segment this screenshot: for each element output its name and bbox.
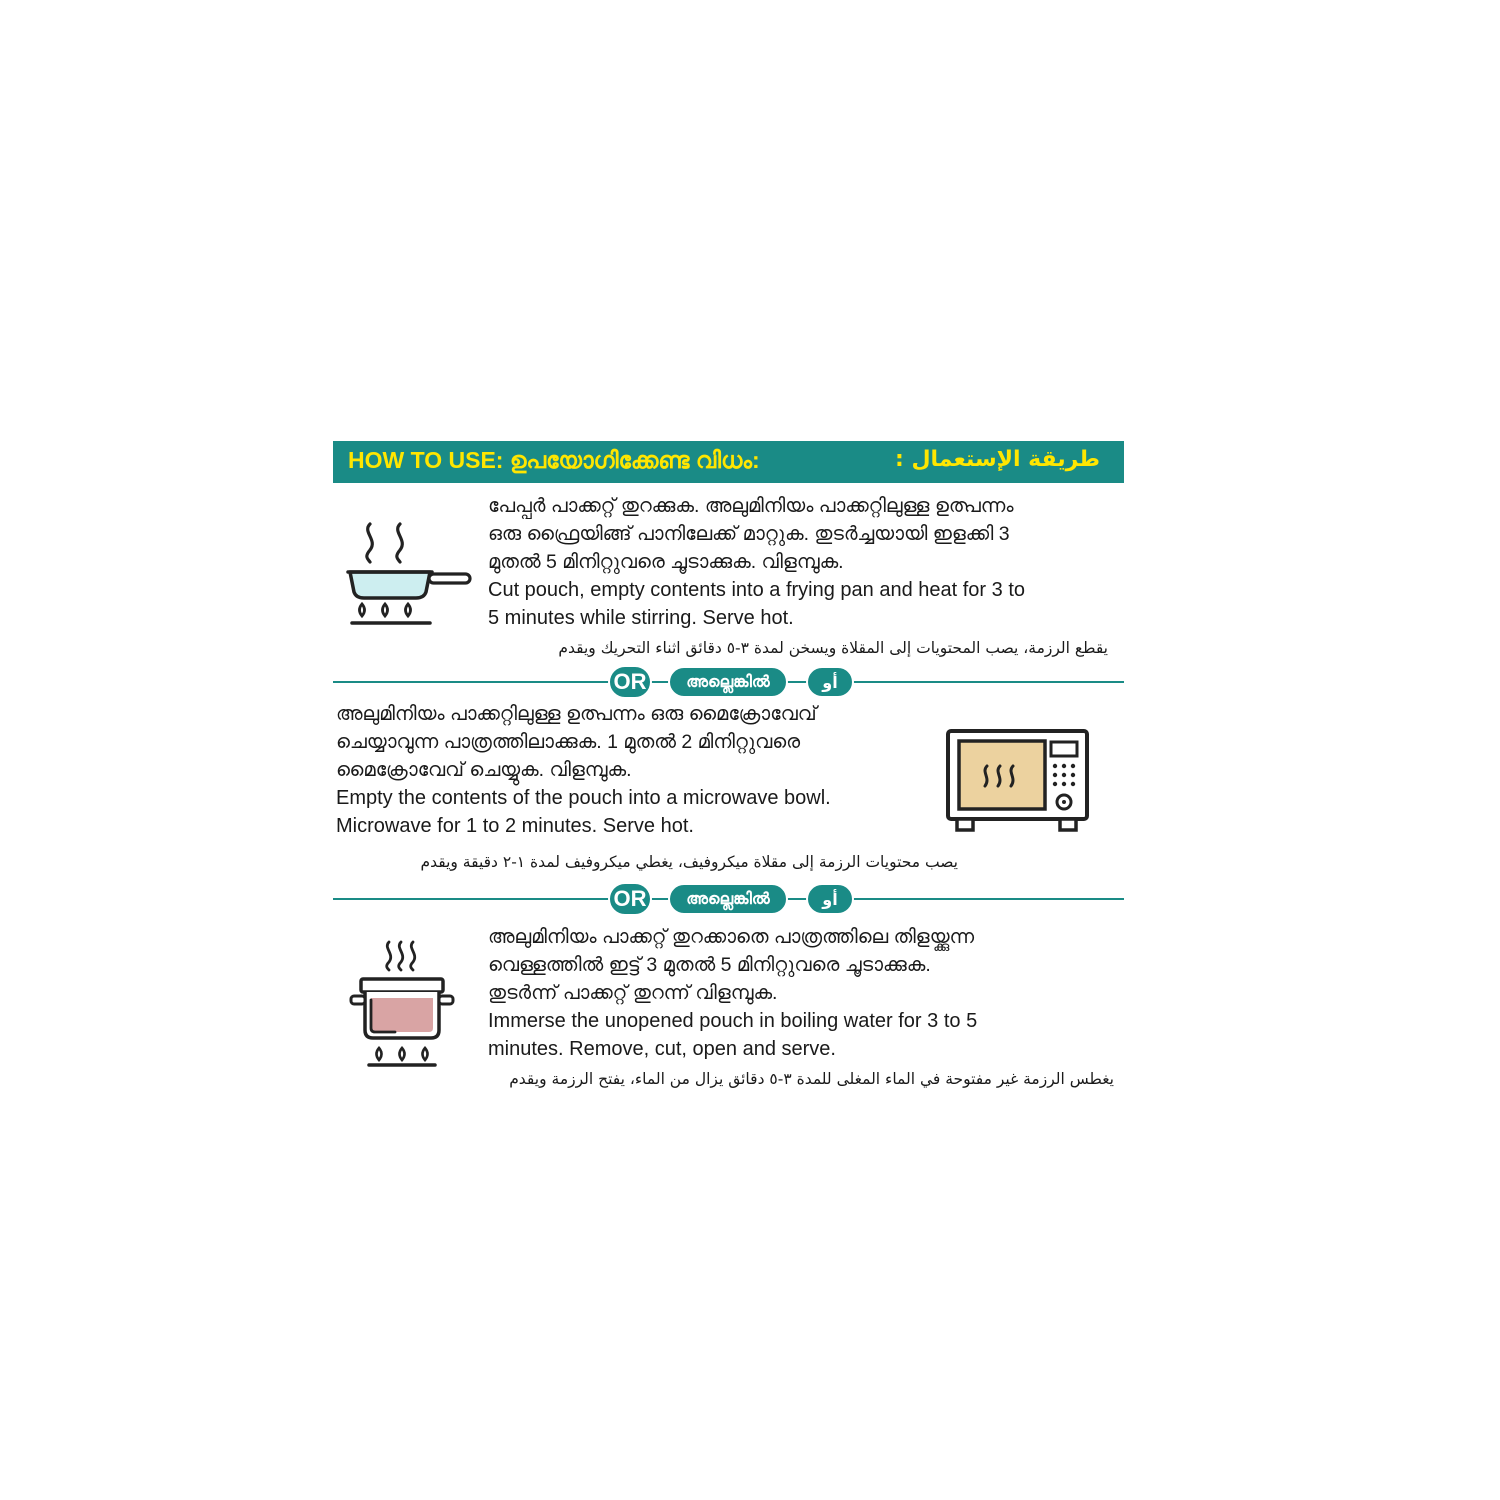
step-3-ml-line-1: അലുമിനിയം പാക്കറ്റ് തുറക്കാതെ പാത്രത്തിലെ തിളയ്ക്കുന്ന (488, 926, 975, 948)
header-title-en: HOW TO USE: ഉപയോഗിക്കേണ്ട വിധം: (348, 447, 760, 473)
step-2-ar: يصب محتويات الرزمة إلى مقلاة ميكروفيف، يغطي ميكروفيف لمدة ١-٢ دقيقة ويقدم (420, 853, 958, 871)
or-pill: OR (608, 882, 652, 916)
step-1-en-line-1: Cut pouch, empty contents into a frying pan and heat for 3 to (488, 579, 1026, 601)
or-pill-ar: أو (806, 883, 854, 915)
step-2-ml-line-3: മൈക്രോവേവ് ചെയ്യുക. വിളമ്പുക. (336, 759, 632, 781)
step-1-en-line-2: 5 minutes while stirring. Serve hot. (488, 607, 794, 629)
step-1-ml-line-3: മുതൽ 5 മിനിറ്റുവരെ ചൂടാക്കുക. വിളമ്പുക. (488, 551, 844, 573)
step-1-ml-line-2: ഒരു ഫ്രൈയിങ്ങ് പാനിലേക്ക് മാറ്റുക. തുടർച്ചയായി ഇളക്കി 3 (488, 523, 1010, 545)
header-title-ar: طريقة الإستعمال : (894, 447, 1100, 472)
or-pill-ml: അല്ലെങ്കിൽ (668, 883, 788, 915)
step-3-ml-line-3: തുടർന്ന് പാക്കറ്റ് തുറന്ന് വിളമ്പുക. (488, 982, 778, 1004)
or-pill: OR (608, 665, 652, 699)
frying-pan-icon (340, 518, 480, 633)
step-1-ml-line-1: പേപ്പർ പാക്കറ്റ് തുറക്കുക. അലുമിനിയം പാക്കറ്റിലുള്ള ഉത്പന്നം (488, 495, 1014, 517)
step-2-ar-text (330, 848, 958, 876)
step-2-en-line-2: Microwave for 1 to 2 minutes. Serve hot. (336, 815, 694, 837)
step-3-ar-text (486, 1065, 1114, 1093)
step-1-ar: يقطع الرزمة، يصب المحتويات إلى المقلاة ويسخن لمدة ٣-٥ دقائق اثناء التحريك ويقدم (558, 639, 1108, 657)
step-3-ar: يغطس الرزمة غير مفتوحة في الماء المغلى للمدة ٣-٥ دقائق يزال من الماء، يفتح الرزمة ويقدم (509, 1070, 1114, 1088)
step-2-ml-line-2: ചെയ്യാവുന്ന പാത്രത്തിലാക്കുക. 1 മുതൽ 2 മിനിറ്റുവരെ (336, 731, 801, 753)
step-3-en-line-2: minutes. Remove, cut, open and serve. (488, 1038, 836, 1060)
step-3-text (488, 923, 977, 1063)
boiling-pot-icon (345, 938, 460, 1068)
step-3-en-line-1: Immerse the unopened pouch in boiling water for 3 to 5 (488, 1010, 978, 1032)
or-pill-ar: أو (806, 666, 854, 698)
step-2-text (336, 700, 831, 840)
header-bar (333, 441, 1124, 483)
or-pill-ml: അല്ലെങ്കിൽ (668, 666, 788, 698)
microwave-icon (945, 728, 1090, 834)
step-2-en-line-1: Empty the contents of the pouch into a microwave bowl. (336, 787, 831, 809)
step-1-text (488, 492, 1025, 632)
step-2-ml-line-1: അലുമിനിയം പാക്കറ്റിലുള്ള ഉത്പന്നം ഒരു മൈക്രോവേവ് (336, 703, 817, 725)
step-3-ml-line-2: വെള്ളത്തിൽ ഇട്ട് 3 മുതൽ 5 മിനിറ്റുവരെ ചൂടാക്കുക. (488, 954, 931, 976)
step-1-ar-text (486, 634, 1108, 662)
